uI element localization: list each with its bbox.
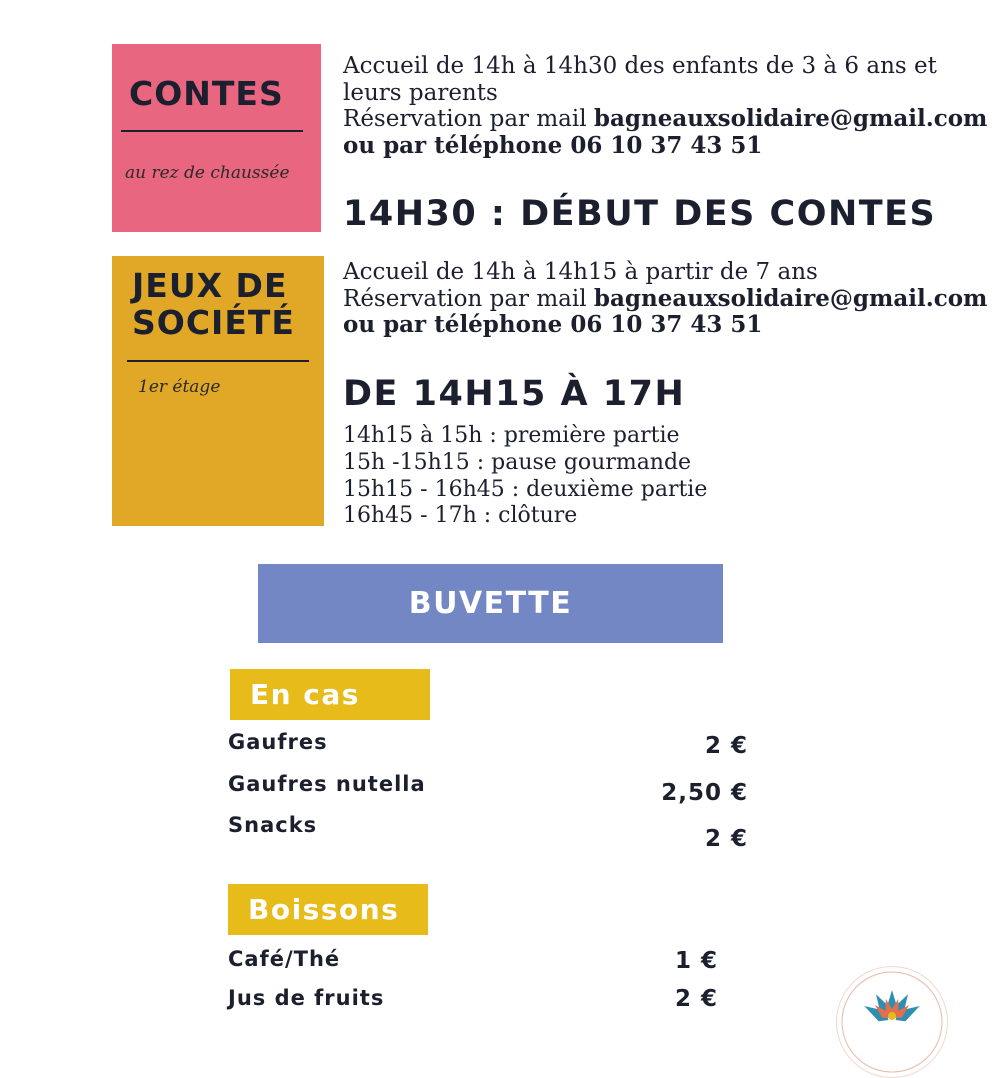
logo-graphic — [837, 967, 947, 1077]
jeux-reservation-prefix: Réservation par mail — [343, 285, 594, 312]
jeux-phone-text: ou par téléphone 06 10 37 43 51 — [343, 311, 763, 338]
contes-reservation — [343, 106, 987, 133]
jeux-location: 1er étage — [138, 377, 221, 397]
jeux-phone[interactable] — [343, 312, 987, 339]
jeux-schedule — [343, 423, 707, 530]
contes-divider — [121, 130, 303, 132]
jeux-divider — [127, 360, 309, 362]
schedule-item: 14h15 à 15h : première partie — [343, 423, 680, 448]
schedule-item: 15h15 - 16h45 : deuxième partie — [343, 476, 708, 502]
menu-item-name: Café/Thé — [228, 947, 341, 971]
menu-item-name: Snacks — [228, 813, 318, 837]
association-logo-icon — [836, 966, 948, 1078]
jeux-line1: Accueil de 14h à 14h15 à partir de 7 ans — [343, 259, 818, 285]
contes-location: au rez de chaussée — [125, 163, 290, 183]
menu-item-price: 2 € — [704, 826, 748, 852]
menu-item-price: 2 € — [674, 986, 718, 1012]
schedule-item: 15h -15h15 : pause gourmande — [343, 449, 692, 475]
contes-box — [112, 44, 321, 232]
contes-phone[interactable] — [343, 133, 987, 160]
contes-reservation-prefix: Réservation par mail — [343, 106, 594, 132]
menu-item-price: 1 € — [674, 948, 718, 974]
menu-item-price: 2 € — [704, 733, 748, 759]
menu-item-name: Gaufres — [228, 730, 328, 754]
menu-item-price: 2,50 € — [661, 780, 748, 806]
jeux-email[interactable]: bagneauxsolidaire@gmail.com — [593, 284, 988, 312]
menu-item-name: Gaufres nutella — [228, 772, 426, 796]
jeux-headline: DE 14H15 À 17H — [343, 374, 686, 414]
contes-title: CONTES — [129, 74, 284, 113]
boissons-tag: Boissons — [228, 884, 428, 935]
menu-item-name: Jus de fruits — [228, 986, 385, 1010]
contes-email[interactable]: bagneauxsolidaire@gmail.com — [593, 105, 988, 132]
buvette-banner: BUVETTE — [258, 564, 723, 643]
jeux-title: JEUX DE SOCIÉTÉ — [132, 266, 295, 342]
encas-tag: En cas — [230, 669, 430, 720]
jeux-box — [112, 256, 324, 526]
contes-info — [343, 53, 987, 159]
contes-line2: leurs parents — [343, 79, 498, 106]
contes-line1: Accueil de 14h à 14h30 des enfants de 3 à 6 ans et — [343, 53, 937, 79]
jeux-reservation — [343, 286, 987, 313]
contes-headline: 14H30 : DÉBUT DES CONTES — [343, 194, 937, 234]
contes-phone-text: ou par téléphone 06 10 37 43 51 — [343, 131, 763, 159]
jeux-info — [343, 259, 987, 339]
schedule-item: 16h45 - 17h : clôture — [343, 503, 578, 529]
